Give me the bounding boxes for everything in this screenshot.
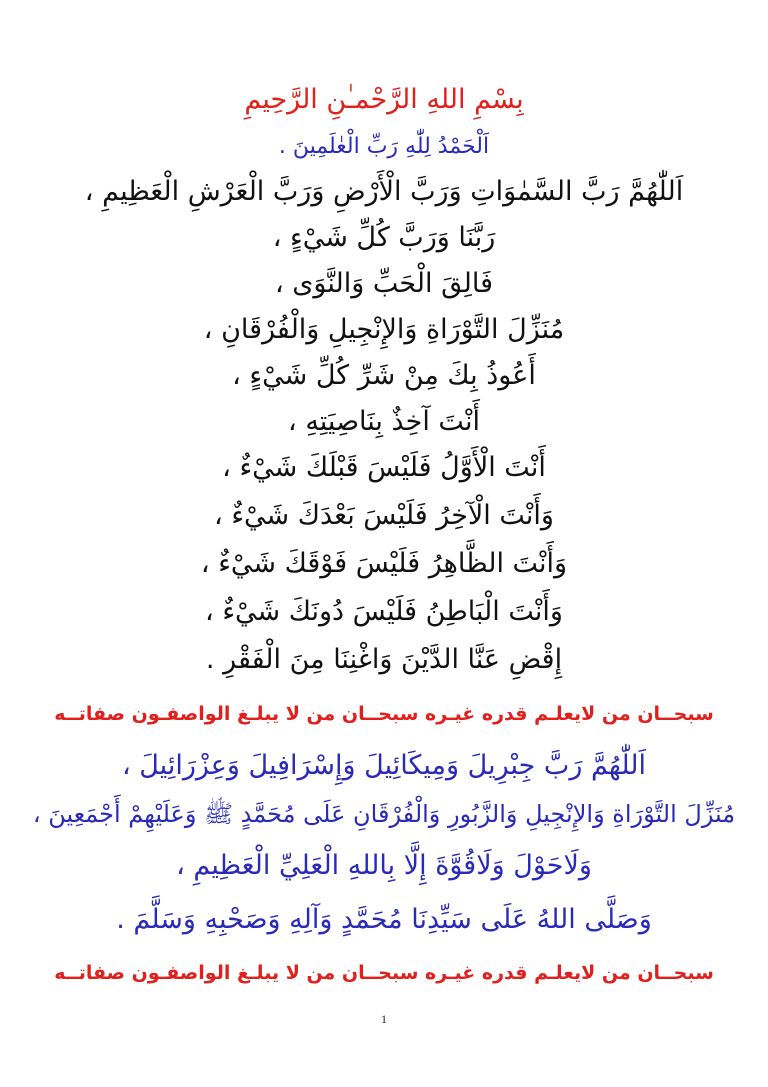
bismillah-heading: بِسْمِ اللهِ الرَّحْمـٰنِ الرَّحِيمِ: [244, 84, 524, 115]
duaa-line: أَنْتَ آخِذٌ بِنَاصِيَتِهِ ،: [288, 406, 480, 437]
duaa-line: اَللّٰهُمَّ رَبَّ السَّمٰوَاتِ وَرَبَّ الْأَرْضِ وَرَبَّ الْعَرْشِ الْعَظِيمِ ،: [84, 176, 684, 207]
blue-duaa-line: وَصَلَّى اللهُ عَلَى سَيِّدِنَا مُحَمَّدٍ وَآلِهِ وَصَحْبِهِ وَسَلَّمَ .: [116, 904, 652, 935]
duaa-line: أَنْتَ الْأَوَّلُ فَلَيْسَ قَبْلَكَ شَيْءٌ ،: [222, 452, 546, 483]
duaa-line: رَبَّنَا وَرَبَّ كُلِّ شَيْءٍ ،: [272, 222, 496, 253]
tasbih-line: سبحــان من لايعلـم قدره غيـره سبحــان من لا يبلـغ الواصفـون صفاتــه: [54, 962, 714, 984]
duaa-line: أَعُوذُ بِكَ مِنْ شَرِّ كُلِّ شَيْءٍ ،: [232, 360, 536, 391]
page-number: 1: [381, 1012, 387, 1026]
tasbih-line: سبحــان من لايعلـم قدره غيـره سبحــان من لا يبلـغ الواصفـون صفاتــه: [54, 703, 714, 725]
blue-duaa-line: مُنَزِّلَ التَّوْرَاةِ وَالإِنْجِيلِ وَالزَّبُورِ وَالْفُرْقَانِ عَلَى مُحَمَّدٍ ﷺ وَعَلَيْهِمْ أَجْمَعِينَ ،: [32, 800, 736, 828]
duaa-line: وَأَنْتَ الْآخِرُ فَلَيْسَ بَعْدَكَ شَيْءٌ ،: [214, 500, 554, 531]
duaa-line: إِقْضِ عَنَّا الدَّيْنَ وَاغْنِنَا مِنَ الْفَقْرِ .: [205, 644, 563, 675]
blue-duaa-line: وَلَاحَوْلَ وَلَاقُوَّةَ إِلَّا بِاللهِ الْعَلِيِّ الْعَظِيمِ ،: [176, 850, 592, 881]
hamd-line: اَلْحَمْدُ لِلّٰهِ رَبِّ الْعٰلَمِينَ .: [278, 134, 490, 159]
duaa-line: وَأَنْتَ الْبَاطِنُ فَلَيْسَ دُونَكَ شَيْءٌ ،: [205, 596, 563, 627]
duaa-line: وَأَنْتَ الظَّاهِرُ فَلَيْسَ فَوْقَكَ شَيْءٌ ،: [200, 548, 568, 579]
duaa-line: مُنَزِّلَ التَّوْرَاةِ وَالإِنْجِيلِ وَالْفُرْقَانِ ،: [203, 314, 565, 345]
blue-duaa-line: اَللّٰهُمَّ رَبَّ جِبْرِيلَ وَمِيكَائِيلَ وَإِسْرَافِيلَ وَعِزْرَائِيلَ ،: [121, 750, 647, 781]
duaa-line: فَالِقَ الْحَبِّ وَالنَّوَى ،: [274, 268, 493, 299]
